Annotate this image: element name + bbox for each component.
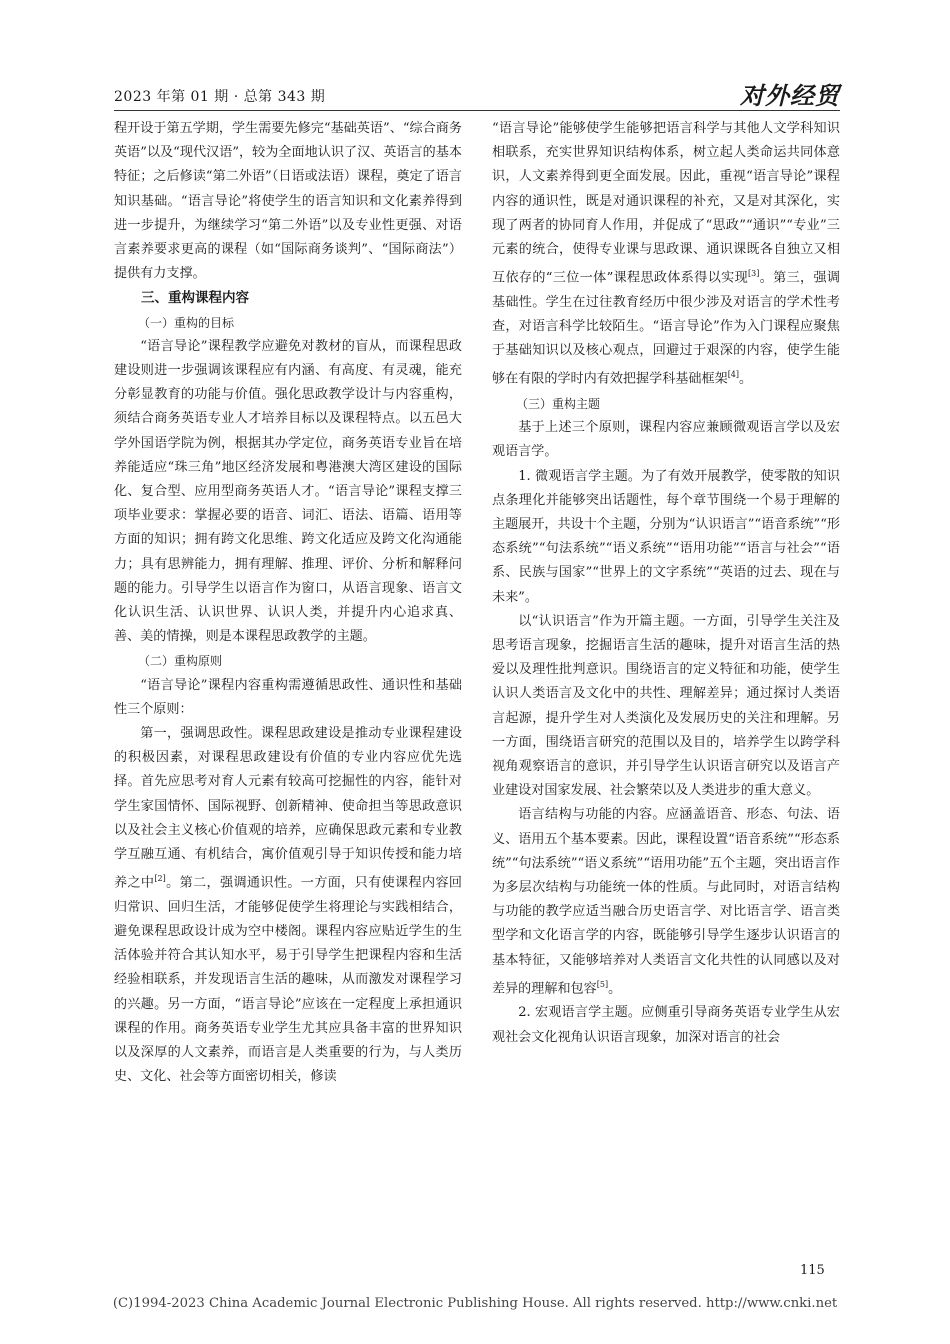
right-column [492,117,840,1050]
subsection-heading: （三）重构主题 [516,396,601,411]
section-heading: 三、重构课程内容 [141,290,249,307]
page-number: 115 [800,1263,825,1278]
subsection-heading: （一）重构的目标 [138,315,235,330]
paragraph [492,117,840,392]
header-divider [114,110,840,111]
copyright-footer: (C)1994-2023 China Academic Journal Electronic Publishing House. All rights reserved. http://www.cnki.net [112,1296,838,1311]
paragraph-text: 语言结构与功能的内容。应涵盖语音、形态、句法、语义、语用五个基本要素。因此，课程设置“语音系统”“形态系统”“句法系统”“语义系统”“语用功能”五个主题，突出语言作为多层次结构与功能统一体的性质。与此同时，对语言结构与功能的教学应适当融合历史语言学、对比语言学、语言类型学和文化语言学的内容，既能够引导学生逐步认识语言的基本特征，又能够培养对人类语言文化共性的认同感以及对差异的理解和包容 [492,807,841,997]
paragraph: 1. 微观语言学主题。为了有效开展教学，使零散的知识点条理化并能够突出话题性，每个章节围绕一个易于理解的主题展开，共设十个主题，分别为“认识语言”“语音系统”“形态系统”“句法系统”“语义系统”“语用功能”“语言与社会”“语系、民族与国家”“世界上的文字系统”“英语的过去、现在与未来”。 [492,468,840,605]
citation: [2] [154,874,166,884]
journal-logo: 对外经贸 [740,82,840,110]
citation: [3] [748,269,760,279]
citation: [4] [727,370,740,380]
running-header [114,84,840,110]
paragraph: 基于上述三个原则，课程内容应兼顾微观语言学以及宏观语言学。 [492,420,840,460]
paragraph: 程开设于第五学期，学生需要先修完“基础英语”、“综合商务英语”以及“现代汉语”，较为全面地认识了汉、英语言的基本特征；之后修读“第二外语”（日语或法语）课程，奠定了语言知识基础。“语言导论”将使学生的语言知识和文化素养得到进一步提升，为继续学习“第二外语”以及专业性更强、对语言素养要求更高的课程（如“国际商务谈判”、“国际商法”）提供有力支撑。 [114,121,462,282]
paragraph-text: 。 [739,371,753,387]
left-column [114,117,462,1089]
subsection-heading: （二）重构原则 [138,654,223,669]
paragraph-text: 。 [608,981,622,997]
paragraph-text: 第一，强调思政性。课程思政建设是推动专业课程建设的积极因素，对课程思政建设有价值的专业内容应优先选择。首先应思考对育人元素有较高可挖掘性的内容，能针对学生家国情怀、国际视野、创新精神、使命担当等思政意识以及社会主义核心价值观的培养，应确保思政元素和专业教学互融互通、有机结合，寓价值观引导于知识传授和能力培养之中 [114,726,462,891]
paragraph: “语言导论”课程教学应避免对教材的盲从，而课程思政建设则进一步强调该课程应有内涵、有高度、有灵魂，能充分彰显教育的功能与价值。强化思政教学设计与内容重构，须结合商务英语专业人才培养目标以及课程特点。以五邑大学外国语学院为例，根据其办学定位，商务英语专业旨在培养能适应“珠三角”地区经济发展和粤港澳大湾区建设的国际化、复合型、应用型商务英语人才。“语言导论”课程支撑三项毕业要求：掌握必要的语音、词汇、语法、语篇、语用等方面的知识；拥有跨文化思维、跨文化适应及跨文化沟通能力；具有思辨能力，拥有理解、推理、评价、分析和解释问题的能力。引导学生以语言作为窗口，从语言现象、语言文化认识生活、认识世界、认识人类，并提升内心追求真、善、美的情操，则是本课程思政教学的主题。 [114,338,462,645]
paragraph: “语言导论”课程内容重构需遵循思政性、通识性和基础性三个原则： [114,677,462,717]
paragraph: 以“认识语言”作为开篇主题。一方面，引导学生关注及思考语言现象，挖掘语言生活的趣味，提升对语言生活的热爱以及理性批判意识。围绕语言的定义特征和功能，使学生认识人类语言及文化中的共性、理解差异；通过探讨人类语言起源，提升学生对人类演化及发展历史的关注和理解。另一方面，围绕语言研究的范围以及目的，培养学生以跨学科视角观察语言的意识，并引导学生认识语言研究以及语言产业建设对国家发展、社会繁荣以及人类进步的重大意义。 [492,613,840,799]
citation: [5] [596,979,609,989]
paragraph-text: 。第三，强调基础性。学生在过往教育经历中很少涉及对语言的学术性考查，对语言科学比较陌生。“语言导论”作为入门课程应聚焦于基础知识以及核心观点，回避过于艰深的内容，使学生能够在有限的学时内有效把握学科基础框架 [492,270,841,387]
paragraph-text: 。第二，强调通识性。一方面，只有使课程内容回归常识、回归生活，才能够促使学生将理论与实践相结合，避免课程思政设计成为空中楼阁。课程内容应贴近学生的生活体验并符合其认知水平，易于引导学生把课程内容和生活经验相联系，并发现语言生活的趣味，从而激发对课程学习的兴趣。另一方面，“语言导论”应该在一定程度上承担通识课程的作用。商务英语专业学生尤其应具备丰富的世界知识以及深厚的人文素养，而语言是人类重要的行为，与人类历史、文化、社会等方面密切相关，修读 [114,875,463,1085]
paragraph: 2. 宏观语言学主题。应侧重引导商务英语专业学生从宏观社会文化视角认识语言现象，加深对语言的社会 [492,1005,840,1045]
paragraph [114,722,462,1089]
issue-info: 2023 年第 01 期 · 总第 343 期 [114,89,326,105]
paragraph [492,803,840,1001]
paragraph-text: “语言导论”能够使学生能够把语言科学与其他人文学科知识相联系，充实世界知识结构体系，树立起人类命运共同体意识，人文素养得到更全面发展。因此，重视“语言导论”课程内容的通识性，既是对通识课程的补充，又是对其深化，实现了两者的协同育人作用，并促成了“思政”“通识”“专业”三元素的统合，使得专业课与思政课、通识课既各自独立又相互依存的“三位一体”课程思政体系得以实现 [492,121,840,286]
